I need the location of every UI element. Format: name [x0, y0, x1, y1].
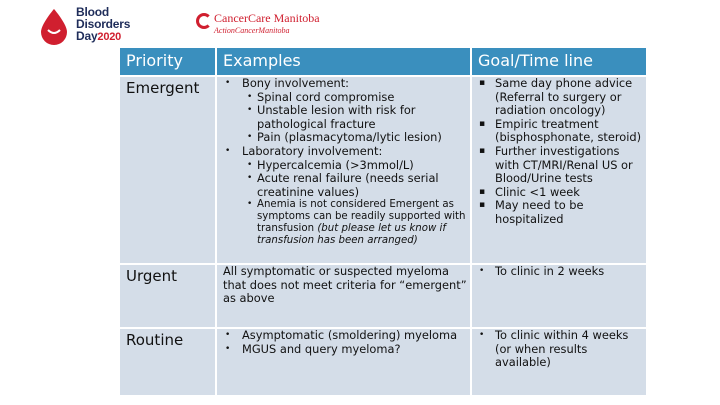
bdd-line-2: Disorders — [76, 17, 131, 31]
list-item: • Acute renal failure (needs serial creatinine values) — [217, 172, 470, 199]
bdd-line-1: Blood — [76, 5, 109, 19]
priority-emergent: Emergent — [120, 77, 215, 263]
goals-emergent — [472, 77, 646, 263]
goals-urgent — [472, 265, 646, 327]
examples-routine — [217, 329, 470, 395]
bdd-line-3 — [76, 30, 130, 43]
list-item: • Laboratory involvement: — [217, 145, 470, 159]
ccm-mark-icon — [196, 13, 212, 29]
ccm-subtitle: ActionCancerManitoba — [214, 26, 290, 35]
routine-goal-list — [472, 329, 646, 370]
list-item: • To clinic within 4 weeks (or when results available) — [472, 329, 646, 370]
anemia-italic-note: (but please let us know if transfusion has been arranged) — [257, 222, 446, 246]
list-item: • Asymptomatic (smoldering) myeloma — [217, 329, 470, 343]
emergent-list — [217, 77, 470, 247]
ccm-name: CancerCare Manitoba — [214, 11, 320, 25]
list-item: • Spinal cord compromise — [217, 91, 470, 105]
bdd-year: 2020 — [97, 31, 122, 43]
bdd-logo-text — [76, 6, 130, 43]
list-item: ▪ May need to be hospitalized — [472, 199, 646, 226]
header-examples: Examples — [217, 48, 470, 75]
urgent-goal-list — [472, 265, 646, 279]
examples-urgent: All symptomatic or suspected myeloma that does not meet criteria for “emergent” as above — [217, 265, 470, 327]
routine-list — [217, 329, 470, 356]
list-item: • Bony involvement: — [217, 77, 470, 91]
goals-routine — [472, 329, 646, 395]
list-item: • Unstable lesion with risk for pathological fracture — [217, 104, 470, 131]
list-item: ▪ Same day phone advice (Referral to surgery or radiation oncology) — [472, 77, 646, 118]
cancercare-manitoba-logo — [196, 10, 326, 38]
emergent-goal-list — [472, 77, 646, 227]
anemia-note: Anemia is not considered Emergent as symptoms can be readily supported with transfusion — [257, 199, 466, 234]
header-goal: Goal/Time line — [472, 48, 646, 75]
blood-drop-icon — [34, 6, 74, 46]
list-item-anemia — [217, 199, 470, 246]
priority-routine: Routine — [120, 329, 215, 395]
bdd-line-3-text: Day — [76, 29, 98, 43]
examples-emergent — [217, 77, 470, 263]
list-item: ▪ Clinic <1 week — [472, 186, 646, 200]
priority-urgent: Urgent — [120, 265, 215, 327]
header-priority: Priority — [120, 48, 215, 75]
list-item: • Pain (plasmacytoma/lytic lesion) — [217, 131, 470, 145]
list-item: • Hypercalcemia (>3mmol/L) — [217, 159, 470, 173]
list-item: • To clinic in 2 weeks — [472, 265, 646, 279]
blood-disorders-day-logo — [34, 4, 164, 46]
list-item: • MGUS and query myeloma? — [217, 343, 470, 357]
list-item: ▪ Empiric treatment (bisphosphonate, steroid) — [472, 118, 646, 145]
list-item: ▪ Further investigations with CT/MRI/Renal US or Blood/Urine tests — [472, 145, 646, 186]
priority-table — [120, 48, 646, 395]
